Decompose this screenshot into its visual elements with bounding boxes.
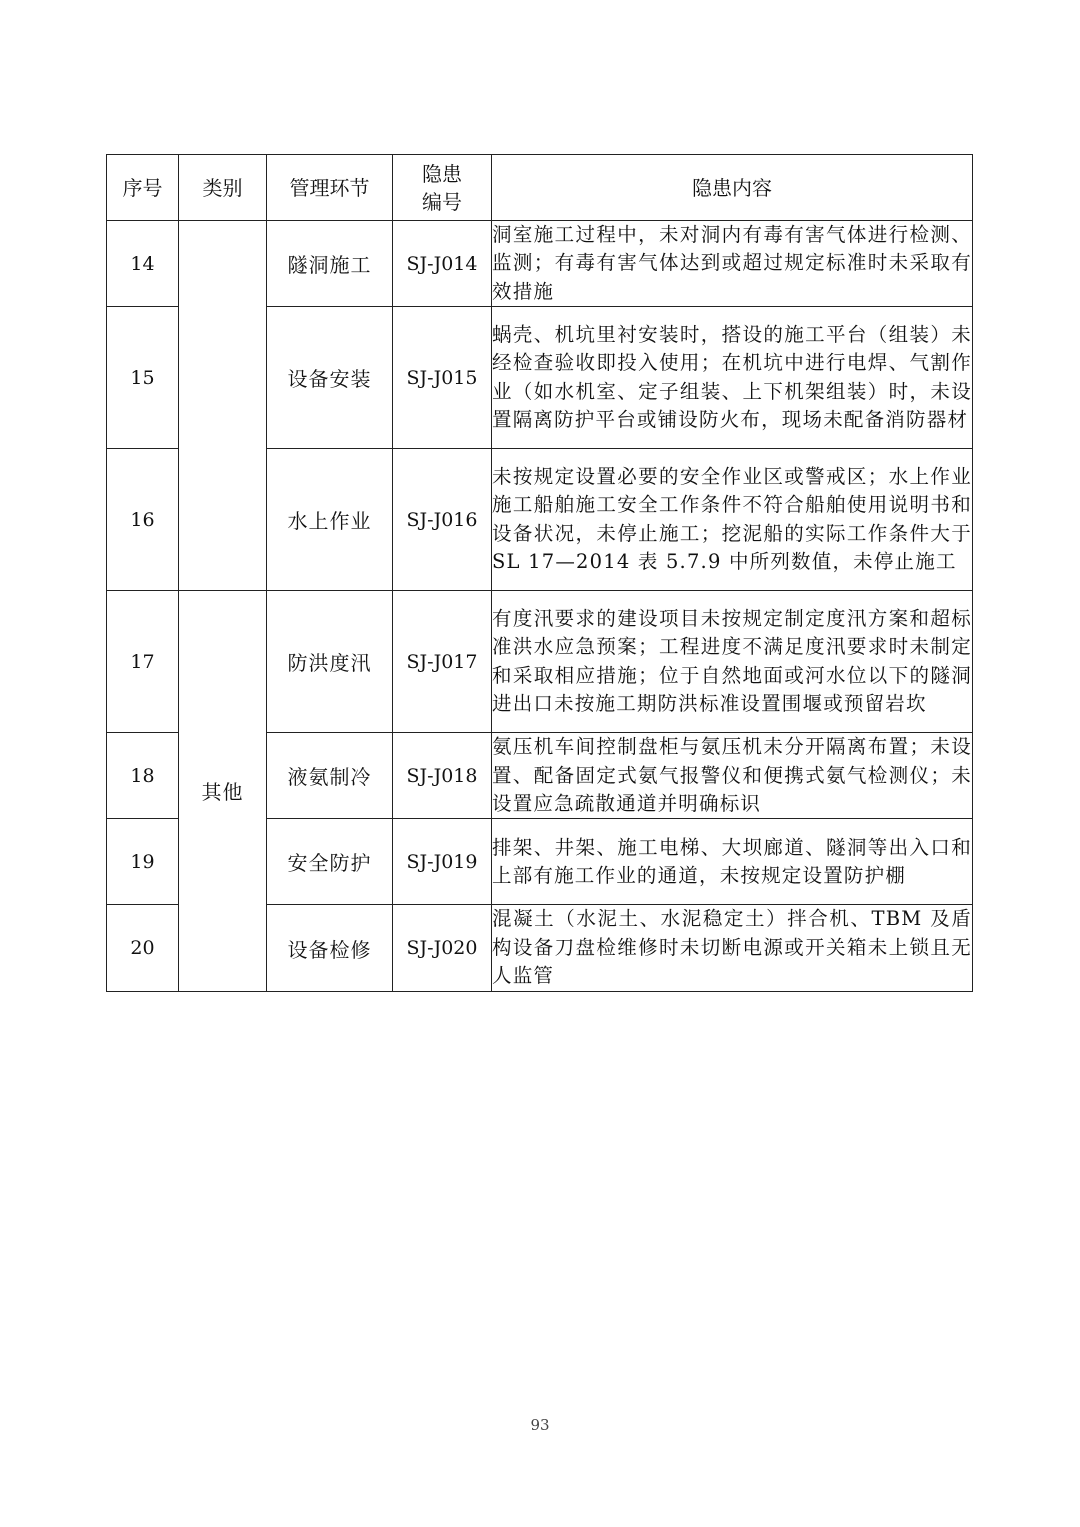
row-no: 17 <box>107 591 179 733</box>
row-content: 混凝土（水泥土、水泥稳定土）拌合机、TBM 及盾构设备刀盘检维修时未切断电源或开关箱未上锁且无人监管 <box>492 905 973 991</box>
row-step: 水上作业 <box>267 449 393 591</box>
row-no: 18 <box>107 733 179 819</box>
row-content: 有度汛要求的建设项目未按规定制定度汛方案和超标准洪水应急预案；工程进度不满足度汛要求时未制定和采取相应措施；位于自然地面或河水位以下的隧洞进出口未按施工期防洪标准设置围堰或预留岩坎 <box>492 591 973 733</box>
category-cell-other <box>179 591 267 991</box>
header-id-line1: 隐患 <box>422 161 462 186</box>
category-cell-empty <box>179 221 267 591</box>
row-content: 氨压机车间控制盘柜与氨压机未分开隔离布置；未设置、配备固定式氨气报警仪和便携式氨气检测仪；未设置应急疏散通道并明确标识 <box>492 733 973 819</box>
header-content: 隐患内容 <box>492 155 973 221</box>
row-step: 设备安装 <box>267 307 393 449</box>
row-id: SJ-J016 <box>393 449 492 591</box>
row-no: 15 <box>107 307 179 449</box>
header-step: 管理环节 <box>267 155 393 221</box>
row-step: 液氨制冷 <box>267 733 393 819</box>
row-id: SJ-J019 <box>393 819 492 905</box>
row-no: 16 <box>107 449 179 591</box>
row-no: 14 <box>107 221 179 307</box>
row-id: SJ-J020 <box>393 905 492 991</box>
row-step: 安全防护 <box>267 819 393 905</box>
row-step: 隧洞施工 <box>267 221 393 307</box>
table-row <box>107 591 973 733</box>
header-id-line2: 编号 <box>422 189 462 214</box>
row-no: 20 <box>107 905 179 991</box>
row-step: 设备检修 <box>267 905 393 991</box>
header-id <box>393 155 492 221</box>
hazard-table <box>106 154 973 992</box>
header-row <box>107 155 973 221</box>
header-category: 类别 <box>179 155 267 221</box>
row-id: SJ-J018 <box>393 733 492 819</box>
row-content: 蜗壳、机坑里衬安装时，搭设的施工平台（组装）未经检查验收即投入使用；在机坑中进行电焊、气割作业（如水机室、定子组装、上下机架组装）时，未设置隔离防护平台或铺设防火布，现场未配备消防器材 <box>492 307 973 449</box>
row-id: SJ-J014 <box>393 221 492 307</box>
row-no: 19 <box>107 819 179 905</box>
row-content: 洞室施工过程中，未对洞内有毒有害气体进行检测、监测；有毒有害气体达到或超过规定标准时未采取有效措施 <box>492 221 973 307</box>
category-label: 其他 <box>201 780 244 805</box>
row-step: 防洪度汛 <box>267 591 393 733</box>
row-id: SJ-J015 <box>393 307 492 449</box>
page-number: 93 <box>530 1416 550 1434</box>
row-content: 排架、井架、施工电梯、大坝廊道、隧洞等出入口和上部有施工作业的通道，未按规定设置防护棚 <box>492 819 973 905</box>
table-row <box>107 221 973 307</box>
row-id: SJ-J017 <box>393 591 492 733</box>
header-no: 序号 <box>107 155 179 221</box>
row-content: 未按规定设置必要的安全作业区或警戒区；水上作业施工船舶施工安全工作条件不符合船舶使用说明书和设备状况，未停止施工；挖泥船的实际工作条件大于 SL 17—2014 表 5.7.9 中所列数值，未停止施工 <box>492 449 973 591</box>
